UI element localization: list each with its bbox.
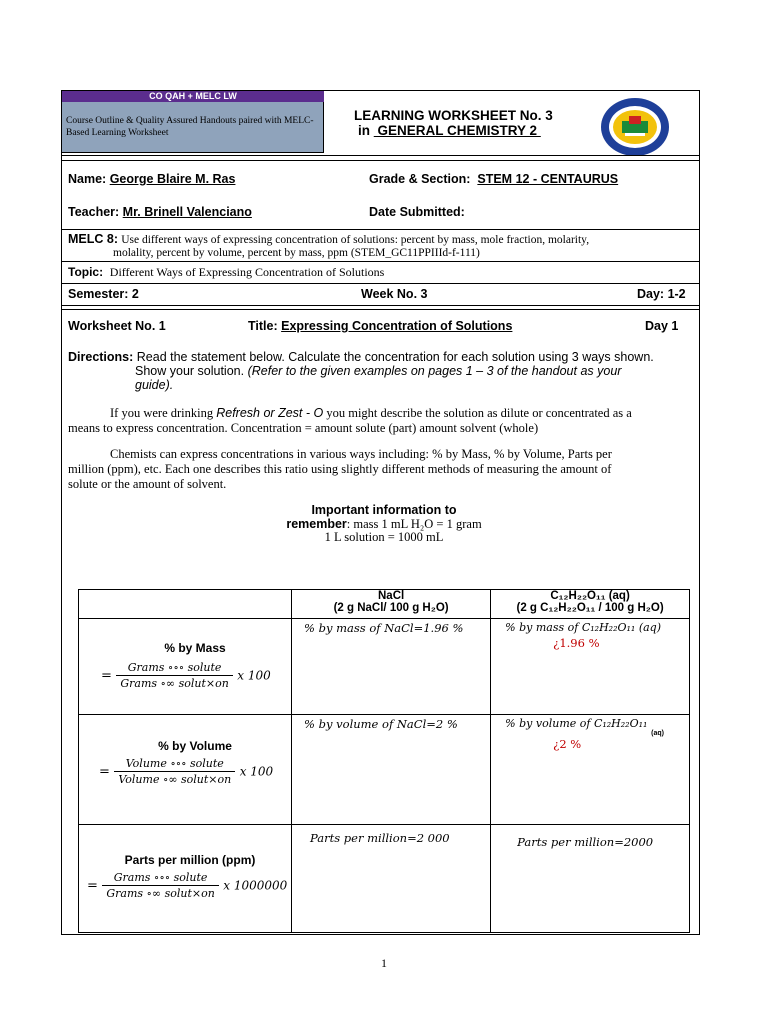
mass-fraction (116, 661, 232, 690)
header-empty-cell (79, 590, 292, 619)
ppm-multiplier: x 1000000 (223, 878, 288, 893)
topic-field (68, 265, 384, 280)
division-seal-logo (598, 96, 672, 158)
para2-line1: Chemists can express concentrations in various ways including: % by Mass, % by Volume, Parts per (110, 447, 612, 461)
directions-label: Directions: (68, 350, 134, 364)
directions-note-1: (Refer to the given examples on pages 1 – 3 of the handout as your (247, 364, 622, 378)
directions-text-1: Read the statement below. Calculate the concentration for each solution using 3 ways shown. (136, 350, 654, 364)
mass-numerator: Grams ∘∘∘ solute (116, 661, 232, 676)
ws-title-value: Expressing Concentration of Solutions (281, 319, 513, 333)
topic-value: Different Ways of Expressing Concentration of Solutions (109, 265, 385, 279)
sucrose-volume-answer-line2: ¿2 % (553, 737, 582, 751)
page-number: 1 (381, 956, 387, 970)
nacl-header-ratio: (2 g NaCl/ 100 g H₂O) (333, 602, 449, 614)
paragraph-drinking (68, 406, 696, 436)
semester-label: Semester: 2 (68, 287, 139, 301)
ppm-formula-cell (79, 825, 292, 933)
sucrose-volume-answer-cell (491, 715, 690, 825)
sucrose-mass-answer-cell (491, 619, 690, 715)
paragraph-chemists (68, 447, 696, 492)
volume-formula-label: % by Volume (158, 739, 232, 753)
ws-title-label: Title: (248, 319, 278, 333)
melc-text-2: molality, percent by volume, percent by mass, ppm (STEM_GC11PPIIId-f-111) (113, 247, 480, 259)
volume-formula-cell (79, 715, 292, 825)
coqah-banner: CO QAH + MELC LW (62, 91, 324, 102)
volume-fraction (114, 757, 235, 786)
nacl-ppm-answer-cell (292, 825, 491, 933)
para1-drink-names: Refresh or Zest - O (216, 406, 324, 420)
nacl-volume-answer-cell (292, 715, 491, 825)
sucrose-ppm-answer: Parts per million=2000 (517, 835, 654, 849)
info-mass: : mass 1 mL H₂O = 1 gram (346, 517, 482, 531)
nacl-volume-answer: % by volume of NaCl=2 % (304, 717, 458, 731)
mass-multiplier: x 100 (237, 668, 271, 683)
sucrose-header (491, 590, 690, 619)
day-range-label: Day: 1-2 (637, 287, 686, 301)
course-outline-box (62, 102, 324, 153)
sucrose-ppm-answer-cell (491, 825, 690, 933)
worksheet-title: LEARNING WORKSHEET No. 3 (354, 108, 553, 123)
para1-end: means to express concentration. Concentration = amount solute (part) amount solvent (whole) (68, 421, 539, 435)
sucrose-mass-answer-line2: ¿1.96 % (553, 636, 600, 650)
ppm-fraction (102, 871, 218, 900)
volume-multiplier: x 100 (239, 764, 274, 779)
name-field (68, 172, 235, 186)
ppm-formula-label: Parts per million (ppm) (124, 853, 256, 867)
grade-label: Grade & Section: (369, 172, 471, 186)
grade-value: STEM 12 - CENTAURUS (477, 172, 619, 186)
melc-block (68, 233, 696, 260)
course-outline-text: Course Outline & Quality Assured Handouts paired with MELC- Based Learning Worksheet (66, 116, 314, 138)
directions-text-2: Show your solution. (135, 364, 245, 378)
ppm-numerator: Grams ∘∘∘ solute (102, 871, 218, 886)
nacl-ppm-answer: Parts per million=2 000 (310, 831, 450, 845)
mass-formula-cell (79, 619, 292, 715)
directions-block (68, 350, 698, 392)
ppm-denominator: Grams ∘∞ solut⨯on (106, 887, 215, 900)
teacher-value: Mr. Brinell Valenciano (122, 205, 252, 219)
melc-label: MELC 8: (68, 232, 118, 246)
topic-label: Topic: (68, 265, 104, 279)
teacher-label: Teacher: (68, 205, 120, 219)
info-remember: remember (286, 517, 347, 531)
grade-field (369, 172, 618, 186)
subject-line (358, 123, 541, 138)
para2-line3: solute or the amount of solvent. (68, 477, 227, 491)
nacl-header-name: NaCl (378, 590, 405, 602)
nacl-header (292, 590, 491, 619)
mass-formula-label: % by Mass (164, 641, 226, 655)
name-value: George Blaire M. Ras (109, 172, 236, 186)
mass-formula: = $\frac{\text{Grams ∘∘∘ solute}}{\text{Grams ∘∞ solut⨯on}}$ x 100 (101, 661, 271, 690)
mass-denominator: Grams ∘∞ solut⨯on (120, 677, 229, 690)
nacl-mass-answer-cell (292, 619, 491, 715)
ppm-formula: = $\frac{\text{Grams ∘∘∘ solute}}{\text{Grams ∘∞ solut⨯on}}$ x 1000000 (87, 871, 288, 900)
nacl-mass-answer: % by mass of NaCl=1.96 % (304, 621, 464, 635)
sucrose-volume-aq: (aq) (651, 730, 665, 737)
volume-numerator: Volume ∘∘∘ solute (114, 757, 235, 772)
teacher-field (68, 205, 252, 219)
melc-text-1: Use different ways of expressing concentration of solutions: percent by mass, mole fraction, molarity, (121, 234, 590, 246)
volume-denominator: Volume ∘∞ solut⨯on (118, 773, 232, 786)
directions-note-2: guide). (135, 378, 174, 392)
volume-formula: = $\frac{\text{Volume ∘∘∘ solute}}{\text{Volume ∘∞ solut⨯on}}$ x 100 (99, 757, 274, 786)
worksheet-title-field (248, 319, 512, 333)
para1-start: If you were drinking (110, 406, 214, 420)
info-line-2: 1 L solution = 1000 mL (324, 530, 444, 544)
sucrose-header-ratio: (2 g C₁₂H₂₂O₁₁ / 100 g H₂O) (516, 602, 664, 614)
info-heading: Important information to (311, 503, 457, 517)
sucrose-volume-answer-line1: % by volume of C₁₂H₂₂O₁₁ (505, 717, 648, 730)
para2-line2: million (ppm), etc. Each one describes this ratio using slightly different methods of measuring the amount of (68, 462, 612, 476)
date-submitted-label: Date Submitted: (369, 205, 465, 219)
sucrose-mass-answer-line1: % by mass of C₁₂H₂₂O₁₁ (aq) (505, 621, 662, 634)
para1-middle: you might describe the solution as dilute or concentrated as a (326, 406, 632, 420)
week-label: Week No. 3 (361, 287, 428, 301)
subject-name: GENERAL CHEMISTRY 2 (373, 123, 541, 138)
subject-prefix: in (358, 123, 374, 138)
name-label: Name: (68, 172, 107, 186)
worksheet-number: Worksheet No. 1 (68, 319, 166, 333)
worksheet-day: Day 1 (645, 319, 679, 333)
concentration-table (78, 589, 690, 933)
sucrose-header-name: C₁₂H₂₂O₁₁ (aq) (550, 590, 630, 602)
